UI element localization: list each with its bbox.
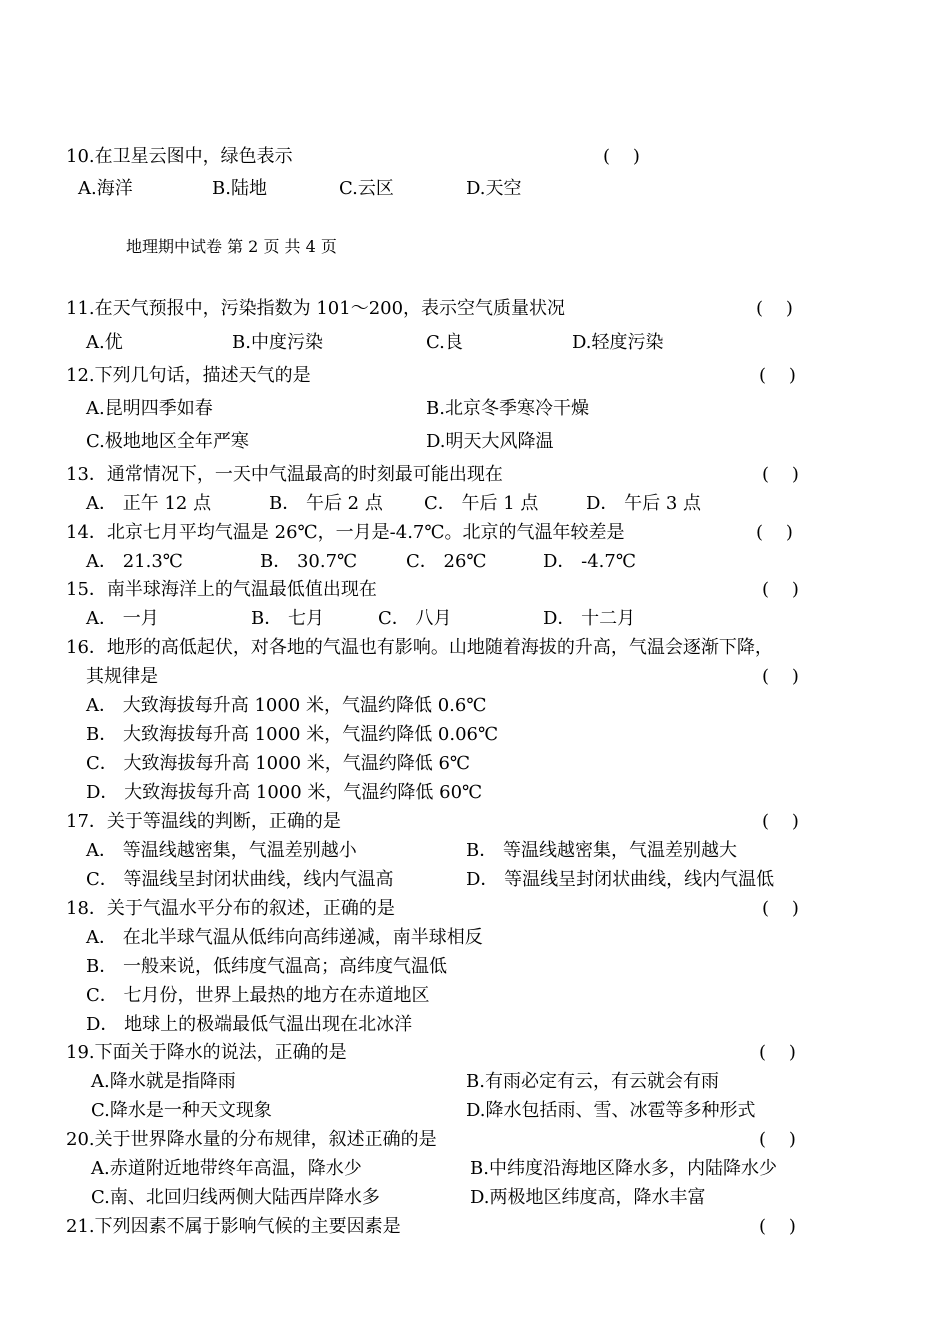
question-13-stem: 13．通常情况下，一天中气温最高的时刻最可能出现在 xyxy=(66,464,503,485)
question-11-option-a: A.优 xyxy=(86,332,123,353)
question-14-option-d: D． -4.7℃ xyxy=(543,551,636,572)
question-11-option-b: B.中度污染 xyxy=(232,332,323,353)
page-footer: 地理期中试卷 第 2 页 共 4 页 xyxy=(126,237,337,256)
question-12-answer-bracket: ( ) xyxy=(759,365,796,386)
question-14-answer-bracket: ( ) xyxy=(756,522,793,543)
question-11-stem: 11.在天气预报中，污染指数为 101～200，表示空气质量状况 xyxy=(66,298,566,319)
question-10-option-d: D.天空 xyxy=(466,178,522,199)
question-16-stem: 16．地形的高低起伏，对各地的气温也有影响。山地随着海拔的升高，气温会逐渐下降， xyxy=(66,637,773,658)
question-17-option-d: D． 等温线呈封闭状曲线，线内气温低 xyxy=(466,869,775,890)
question-10-stem: 10.在卫星云图中，绿色表示 xyxy=(66,146,293,167)
question-17-option-a: A． 等温线越密集，气温差别越小 xyxy=(86,840,357,861)
question-17-stem: 17．关于等温线的判断，正确的是 xyxy=(66,811,341,832)
question-12-option-c: C.极地地区全年严寒 xyxy=(86,431,249,452)
question-17-option-b: B． 等温线越密集，气温差别越大 xyxy=(466,840,737,861)
question-14-option-b: B． 30.7℃ xyxy=(260,551,358,572)
question-11-option-c: C.良 xyxy=(426,332,463,353)
question-15-stem: 15．南半球海洋上的气温最低值出现在 xyxy=(66,579,377,600)
question-10-option-c: C.云区 xyxy=(339,178,394,199)
question-11-option-d: D.轻度污染 xyxy=(572,332,664,353)
question-11-answer-bracket: ( ) xyxy=(756,298,793,319)
question-14-option-a: A． 21.3℃ xyxy=(86,551,183,572)
question-16-option-c: C． 大致海拔每升高 1000 米，气温约降低 6℃ xyxy=(86,753,471,774)
question-15-option-c: C． 八月 xyxy=(378,608,452,629)
question-19-option-c: C.降水是一种天文现象 xyxy=(91,1100,272,1121)
question-15-option-b: B． 七月 xyxy=(251,608,324,629)
question-12-stem: 12.下列几句话，描述天气的是 xyxy=(66,365,311,386)
question-20-stem: 20.关于世界降水量的分布规律，叙述正确的是 xyxy=(66,1129,437,1150)
question-18-option-a: A． 在北半球气温从低纬向高纬递减，南半球相反 xyxy=(86,927,483,948)
question-21-answer-bracket: ( ) xyxy=(759,1216,796,1237)
question-16-answer-bracket: ( ) xyxy=(762,666,799,687)
question-14-stem: 14．北京七月平均气温是 26℃，一月是-4.7℃。北京的气温年较差是 xyxy=(66,522,625,543)
question-12-option-a: A.昆明四季如春 xyxy=(86,398,213,419)
question-10-answer-bracket: ( ) xyxy=(603,146,640,167)
question-15-option-d: D． 十二月 xyxy=(543,608,636,629)
question-17-option-c: C． 等温线呈封闭状曲线，线内气温高 xyxy=(86,869,394,890)
question-17-answer-bracket: ( ) xyxy=(762,811,799,832)
question-20-option-b: B.中纬度沿海地区降水多，内陆降水少 xyxy=(470,1158,777,1179)
question-16-stem-continued: 其规律是 xyxy=(86,666,158,687)
question-12-option-d: D.明天大风降温 xyxy=(426,431,554,452)
question-13-option-c: C． 午后 1 点 xyxy=(424,493,539,514)
question-18-answer-bracket: ( ) xyxy=(762,898,799,919)
question-10-option-b: B.陆地 xyxy=(212,178,267,199)
question-14-option-c: C． 26℃ xyxy=(406,551,487,572)
question-10-option-a: A.海洋 xyxy=(78,178,133,199)
question-19-stem: 19.下面关于降水的说法，正确的是 xyxy=(66,1042,347,1063)
question-20-option-a: A.赤道附近地带终年高温，降水少 xyxy=(91,1158,362,1179)
question-13-answer-bracket: ( ) xyxy=(762,464,799,485)
question-18-stem: 18．关于气温水平分布的叙述，正确的是 xyxy=(66,898,395,919)
question-19-option-a: A.降水就是指降雨 xyxy=(91,1071,236,1092)
question-16-option-d: D． 大致海拔每升高 1000 米，气温约降低 60℃ xyxy=(86,782,483,803)
question-13-option-d: D． 午后 3 点 xyxy=(586,493,702,514)
question-19-option-b: B.有雨必定有云，有云就会有雨 xyxy=(466,1071,719,1092)
question-13-option-a: A． 正午 12 点 xyxy=(86,493,212,514)
question-18-option-c: C． 七月份，世界上最热的地方在赤道地区 xyxy=(86,985,430,1006)
question-20-option-c: C.南、北回归线两侧大陆西岸降水多 xyxy=(91,1187,380,1208)
question-19-option-d: D.降水包括雨、雪、冰雹等多种形式 xyxy=(466,1100,756,1121)
question-21-stem: 21.下列因素不属于影响气候的主要因素是 xyxy=(66,1216,401,1237)
question-20-option-d: D.两极地区纬度高，降水丰富 xyxy=(470,1187,706,1208)
question-13-option-b: B． 午后 2 点 xyxy=(269,493,383,514)
question-18-option-d: D． 地球上的极端最低气温出现在北冰洋 xyxy=(86,1014,413,1035)
question-16-option-b: B． 大致海拔每升高 1000 米，气温约降低 0.06℃ xyxy=(86,724,499,745)
question-15-answer-bracket: ( ) xyxy=(762,579,799,600)
question-20-answer-bracket: ( ) xyxy=(759,1129,796,1150)
question-19-answer-bracket: ( ) xyxy=(759,1042,796,1063)
question-16-option-a: A． 大致海拔每升高 1000 米，气温约降低 0.6℃ xyxy=(86,695,487,716)
question-15-option-a: A． 一月 xyxy=(86,608,159,629)
question-12-option-b: B.北京冬季寒冷干燥 xyxy=(426,398,589,419)
question-18-option-b: B． 一般来说，低纬度气温高；高纬度气温低 xyxy=(86,956,447,977)
